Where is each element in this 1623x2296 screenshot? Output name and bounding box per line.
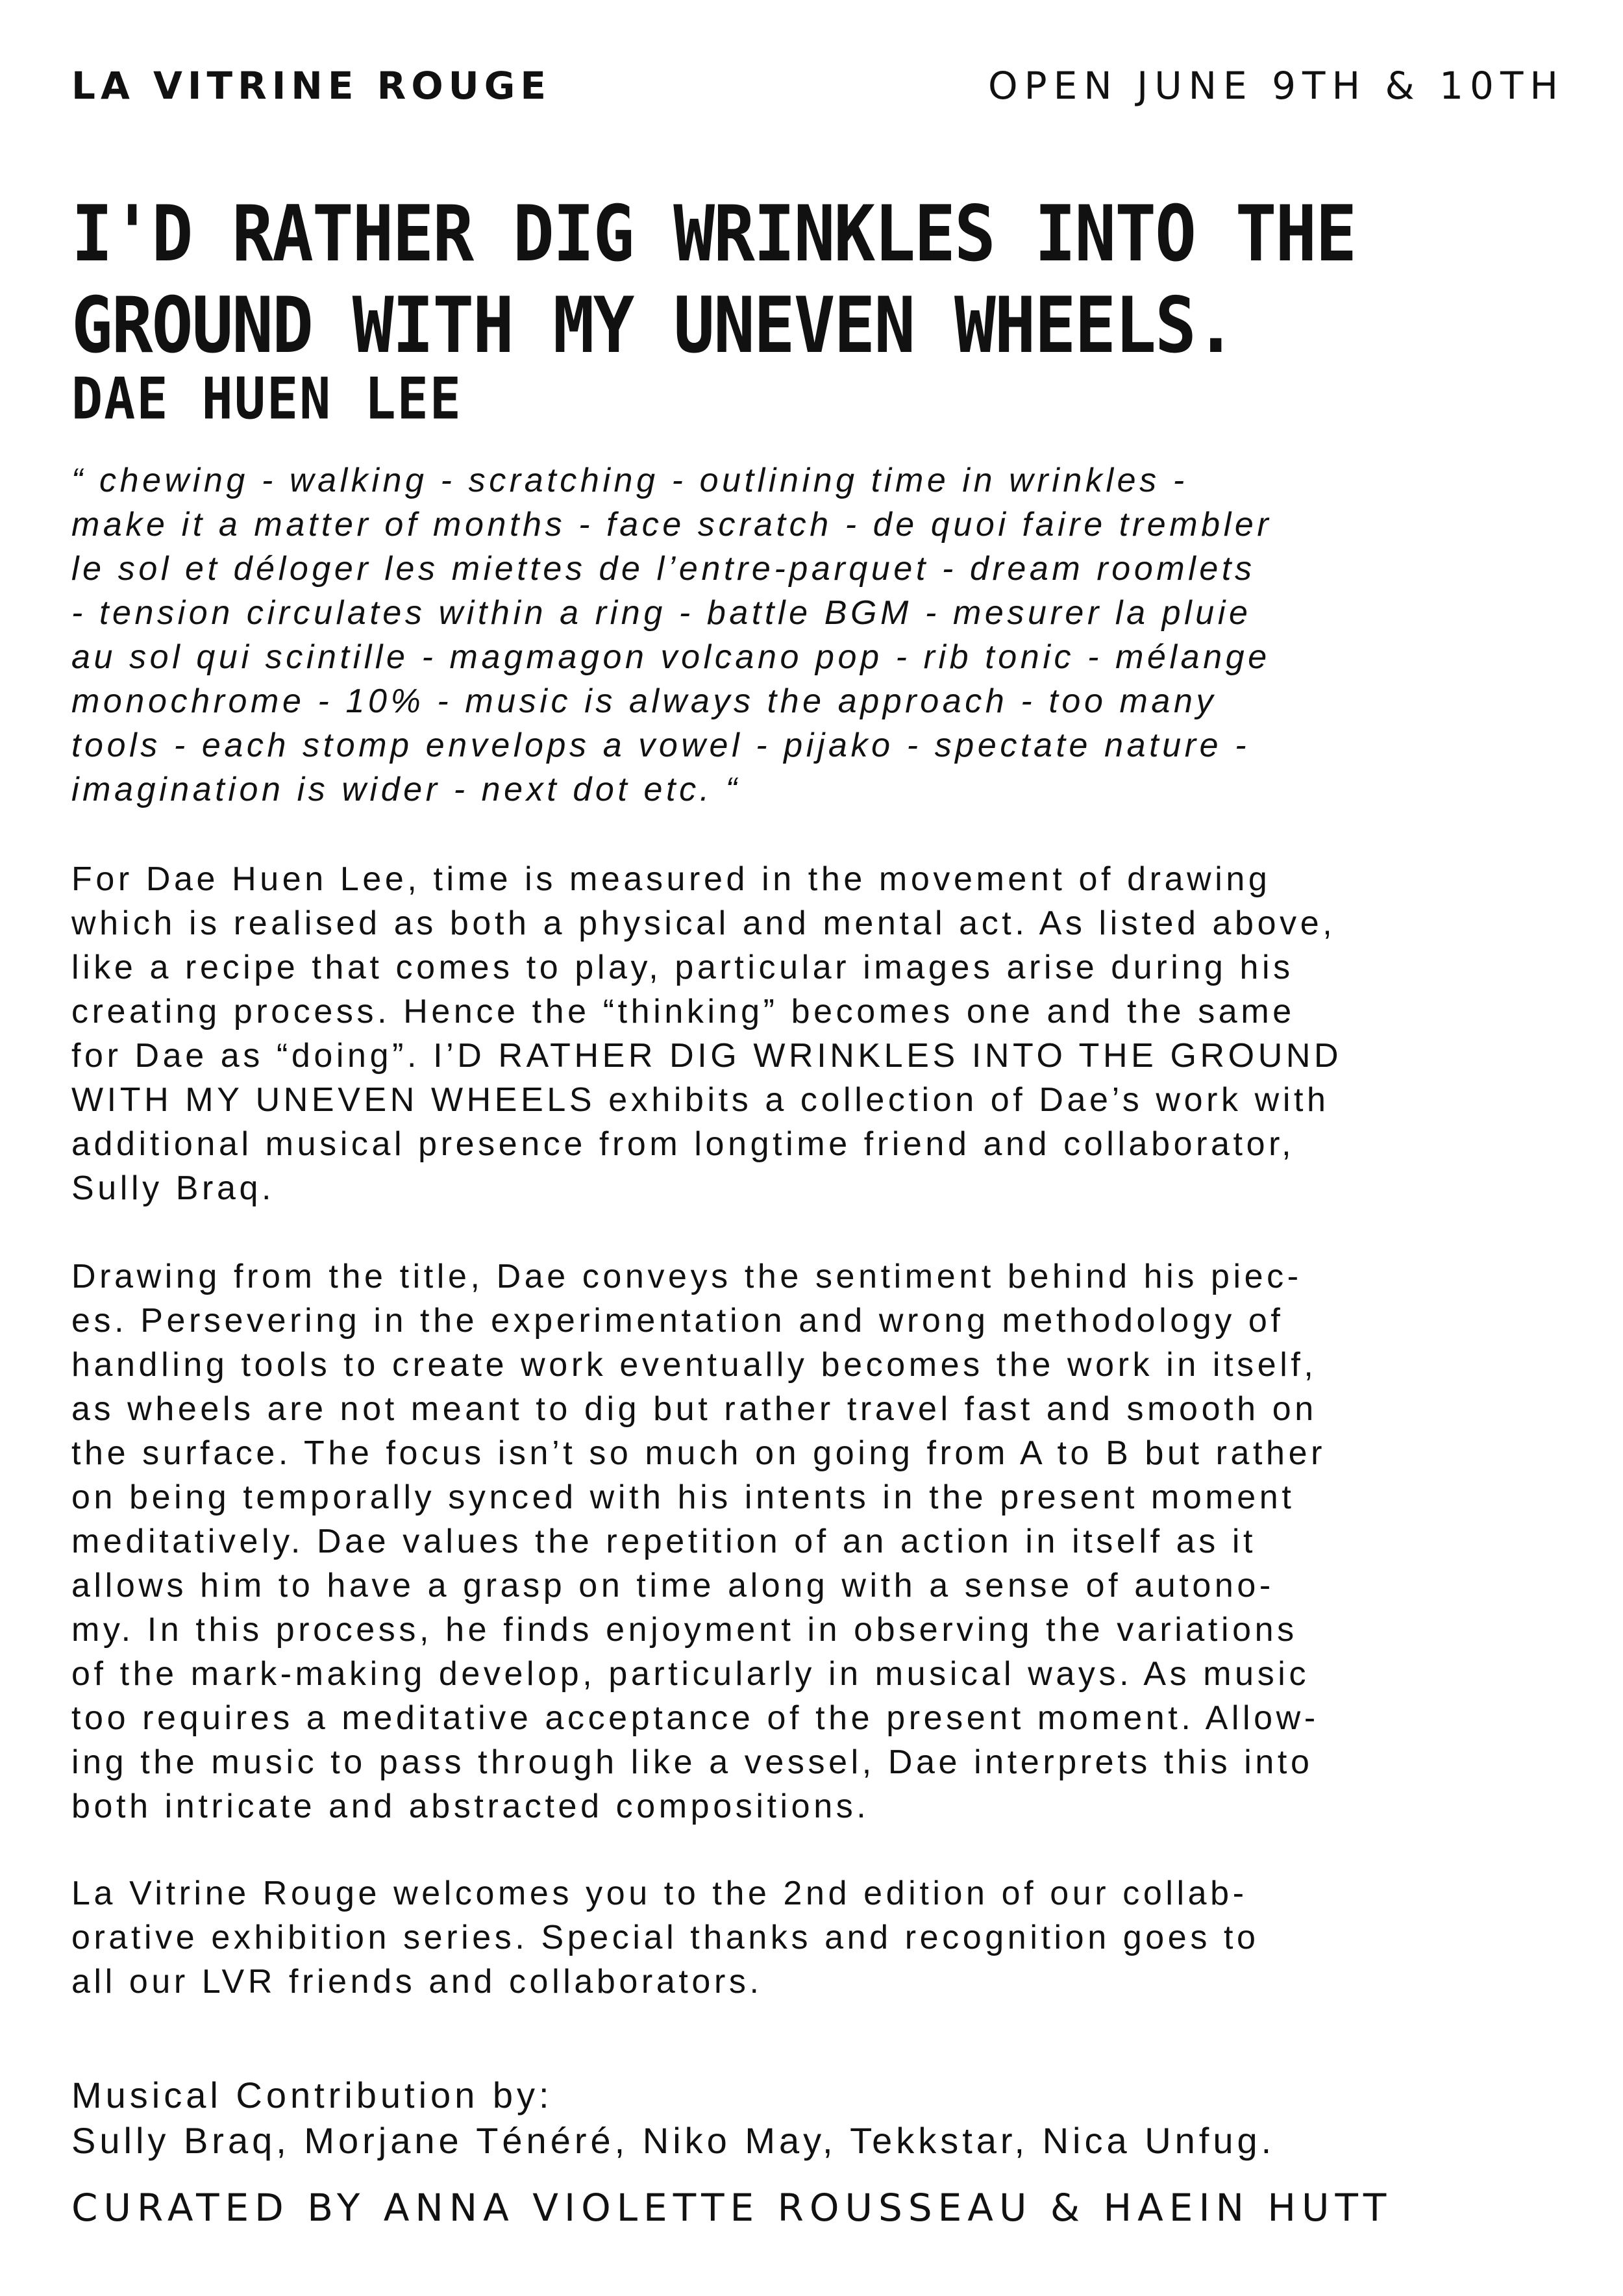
open-dates: OPEN JUNE 9TH & 10TH: [987, 64, 1565, 108]
paragraph-line: Sully Braq.: [71, 1169, 275, 1207]
paragraph-line: Drawing from the title, Dae conveys the sentiment behind his piec-: [71, 1258, 1302, 1295]
poster-header: [71, 60, 1565, 112]
paragraph-artist-practice: [71, 857, 1342, 1210]
paragraph-line: creating process. Hence the “thinking” becomes one and the same: [71, 993, 1295, 1030]
paragraph-line: too requires a meditative acceptance of the present moment. Allow-: [71, 1699, 1319, 1737]
quote-line: tools - each stomp envelops a vowel - pijako - spectate nature -: [71, 727, 1250, 764]
paragraph-line: allows him to have a grasp on time along with a sense of autono-: [71, 1567, 1274, 1604]
musical-credits: [71, 2073, 1275, 2164]
quote-line: monochrome - 10% - music is always the approach - too many: [71, 682, 1217, 720]
paragraph-line: additional musical presence from longtime friend and collaborator,: [71, 1125, 1295, 1163]
exhibition-title-line: I'D RATHER DIG WRINKLES INTO THE: [71, 189, 1356, 279]
quote-line: au sol qui scintille - magmagon volcano pop - rib tonic - mélange: [71, 638, 1270, 676]
paragraph-line: both intricate and abstracted compositions.: [71, 1788, 870, 1825]
curated-by: CURATED BY ANNA VIOLETTE ROUSSEAU & HAEIN HUTT: [71, 2186, 1393, 2230]
quote-line: le sol et déloger les miettes de l’entre-parquet - dream roomlets: [71, 550, 1256, 588]
artist-name: DAE HUEN LEE: [71, 366, 462, 432]
paragraph-line: of the mark-making develop, particularly in musical ways. As music: [71, 1655, 1310, 1693]
paragraph-line: as wheels are not meant to dig but rather travel fast and smooth on: [71, 1390, 1317, 1428]
paragraph-line: WITH MY UNEVEN WHEELS exhibits a collection of Dae’s work with: [71, 1081, 1330, 1119]
paragraph-line: on being temporally synced with his intents in the present moment: [71, 1479, 1295, 1516]
credits-names: Sully Braq, Morjane Ténéré, Niko May, Tekkstar, Nica Unfug.: [71, 2120, 1276, 2161]
quote-line: - tension circulates within a ring - battle BGM - mesurer la pluie: [71, 594, 1252, 632]
exhibition-title: [71, 188, 1584, 371]
paragraph-title-meaning: [71, 1254, 1326, 1828]
paragraph-line: La Vitrine Rouge welcomes you to the 2nd edition of our collab-: [71, 1875, 1248, 1912]
paragraph-line: ing the music to pass through like a vessel, Dae interprets this into: [71, 1743, 1313, 1781]
paragraph-line: for Dae as “doing”. I’D RATHER DIG WRINKLES INTO THE GROUND: [71, 1037, 1343, 1075]
paragraph-line: the surface. The focus isn’t so much on going from A to B but rather: [71, 1434, 1326, 1472]
paragraph-line: handling tools to create work eventually becomes the work in itself,: [71, 1346, 1317, 1384]
gallery-name: LA VITRINE ROUGE: [71, 64, 551, 108]
paragraph-line: es. Persevering in the experimentation and wrong methodology of: [71, 1302, 1284, 1340]
paragraph-line: like a recipe that comes to play, particular images arise during his: [71, 949, 1294, 986]
exhibition-title-line: GROUND WITH MY UNEVEN WHEELS.: [71, 281, 1235, 370]
paragraph-line: my. In this process, he finds enjoyment in observing the variations: [71, 1611, 1298, 1649]
quote-line: “ chewing - walking - scratching - outlining time in wrinkles -: [71, 462, 1188, 499]
quote-line: make it a matter of months - face scratch - de quoi faire trembler: [71, 506, 1272, 543]
paragraph-line: For Dae Huen Lee, time is measured in the movement of drawing: [71, 860, 1271, 898]
paragraph-welcome: [71, 1871, 1259, 2004]
paragraph-line: which is realised as both a physical and mental act. As listed above,: [71, 905, 1336, 942]
paragraph-line: meditatively. Dae values the repetition of an action in itself as it: [71, 1523, 1257, 1560]
credits-label: Musical Contribution by:: [71, 2075, 553, 2115]
quote-line: imagination is wider - next dot etc. “: [71, 771, 741, 808]
paragraph-line: orative exhibition series. Special thanks and recognition goes to: [71, 1919, 1259, 1956]
intro-quote: [71, 458, 1272, 812]
exhibition-poster: [71, 0, 1565, 2296]
paragraph-line: all our LVR friends and collaborators.: [71, 1963, 763, 2001]
